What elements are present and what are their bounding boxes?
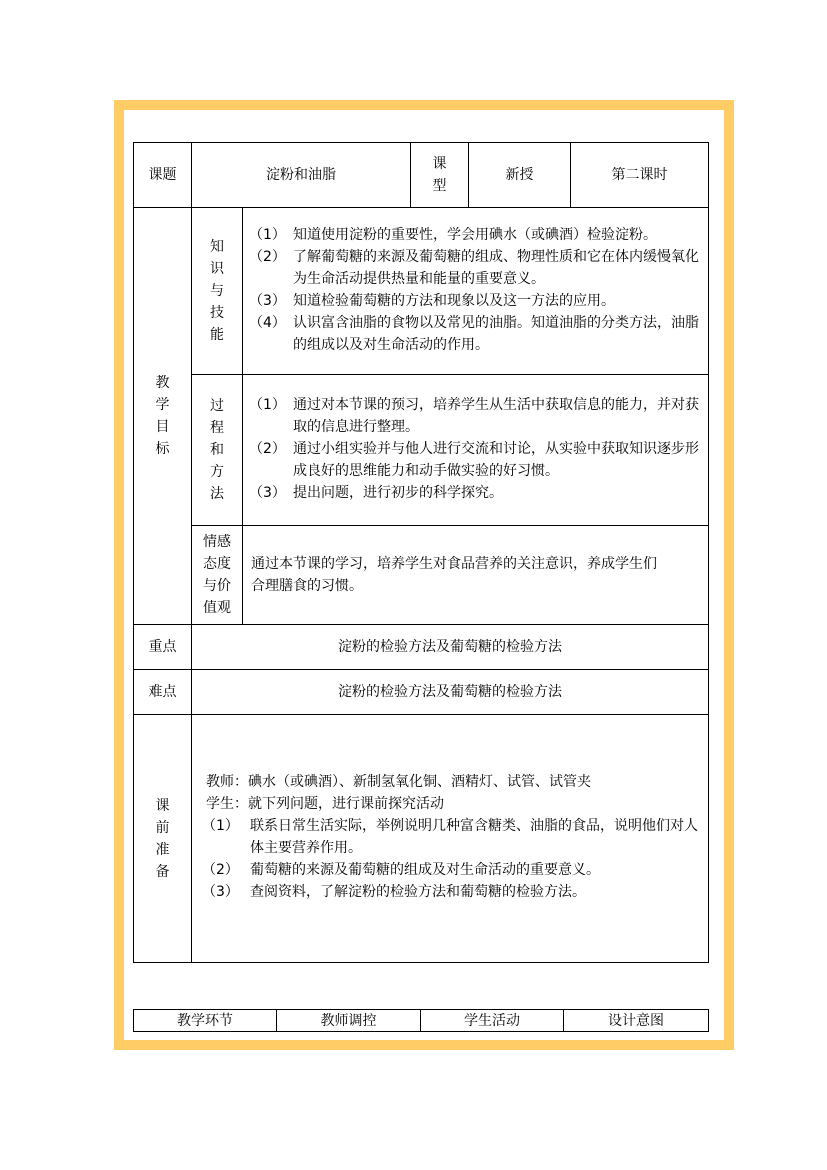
list-item: （1） 知道使用淀粉的重要性，学会用碘水（或碘酒）检验淀粉。 xyxy=(249,227,657,243)
topic-label: 课题 xyxy=(134,143,192,208)
list-item: （3） 查阅资料，了解淀粉的检验方法和葡萄糖的检验方法。 xyxy=(202,884,586,900)
topic-value: 淀粉和油脂 xyxy=(192,143,411,208)
list-item: （3） 提出问题，进行初步的科学探究。 xyxy=(249,485,503,501)
list-item: （1） 通过对本节课的预习，培养学生从生活中获取信息的能力，并对获取的信息进行整理。 xyxy=(249,397,699,435)
difficulty-text: 淀粉的检验方法及葡萄糖的检验方法 xyxy=(192,670,709,715)
column-header: 教师调控 xyxy=(277,1010,421,1032)
column-header: 设计意图 xyxy=(564,1010,709,1032)
knowledge-list xyxy=(243,208,709,375)
preparation-teacher: 教师：碘水（或碘酒）、新制氢氧化铜、酒精灯、试管、试管夹 xyxy=(206,774,591,790)
activity-header-table xyxy=(133,1009,709,1032)
emotion-label: 情感态度与价值观 xyxy=(192,526,243,625)
list-item: （4） 认识富含油脂的食物以及常见的油脂。知道油脂的分类方法，油脂的组成以及对生命活动的作用。 xyxy=(249,315,699,353)
period-value: 第二课时 xyxy=(571,143,709,208)
preparation-student: 学生：就下列问题，进行课前探究活动 xyxy=(206,796,444,812)
key-point-text: 淀粉的检验方法及葡萄糖的检验方法 xyxy=(192,625,709,670)
lesson-plan-table xyxy=(133,142,709,963)
process-label: 过程和方法 xyxy=(192,375,243,526)
objectives-label: 教学目标 xyxy=(134,208,192,625)
emotion-text: 通过本节课的学习，培养学生对食品营养的关注意识，养成学生们合理膳食的习惯。 xyxy=(243,526,709,625)
knowledge-label: 知识与技能 xyxy=(192,208,243,375)
preparation-label: 课前准备 xyxy=(134,715,192,963)
preparation-row xyxy=(134,715,709,963)
header-row xyxy=(134,143,709,208)
knowledge-row xyxy=(134,208,709,375)
preparation-content xyxy=(192,715,709,963)
key-point-row xyxy=(134,625,709,670)
key-point-label: 重点 xyxy=(134,625,192,670)
difficulty-label: 难点 xyxy=(134,670,192,715)
list-item: （2） 葡萄糖的来源及葡萄糖的组成及对生命活动的重要意义。 xyxy=(202,862,600,878)
type-label: 课型 xyxy=(411,143,469,208)
list-item: （1） 联系日常生活实际，举例说明几种富含糖类、油脂的食品，说明他们对人体主要营养作用。 xyxy=(202,818,698,856)
process-list xyxy=(243,375,709,526)
list-item: （2） 通过小组实验并与他人进行交流和讨论，从实验中获取知识逐步形成良好的思维能力和动手做实验的好习惯。 xyxy=(249,441,699,479)
process-row xyxy=(134,375,709,526)
type-value: 新授 xyxy=(469,143,571,208)
emotion-row xyxy=(134,526,709,625)
list-item: （2） 了解葡萄糖的来源及葡萄糖的组成、物理性质和它在体内缓慢氧化为生命活动提供热量和能量的重要意义。 xyxy=(249,249,699,287)
list-item: （3） 知道检验葡萄糖的方法和现象以及这一方法的应用。 xyxy=(249,293,615,309)
column-header: 教学环节 xyxy=(134,1010,277,1032)
column-header: 学生活动 xyxy=(421,1010,564,1032)
difficulty-row xyxy=(134,670,709,715)
activity-header-row xyxy=(134,1010,709,1032)
